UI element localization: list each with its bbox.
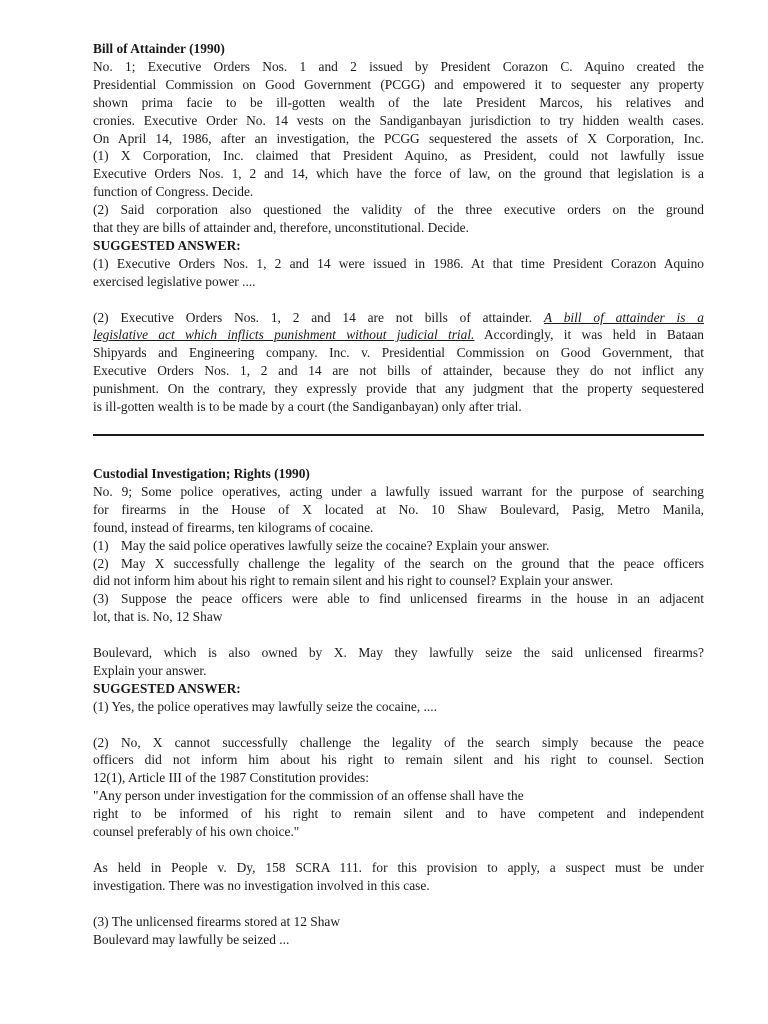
sub-question-number: (2) [93, 555, 109, 571]
question-line: No. 1; Executive Orders Nos. 1 and 2 issued by President Corazon C. Aquino created the [93, 58, 704, 74]
sub-question-number: (3) [93, 591, 109, 607]
quotation-line: right to be informed of his right to remain silent and to have competent and independent [93, 806, 704, 822]
suggested-answer-label: SUGGESTED ANSWER: [93, 237, 241, 253]
sub-question-2 [93, 555, 704, 573]
answer-line: officers did not inform him about his right to remain silent and his right to counsel. Section [93, 752, 704, 768]
answer-line: Boulevard may lawfully be seized ... [93, 931, 290, 947]
answer-text: (2) Executive Orders Nos. 1, 2 and 14 are not bills of attainder. [93, 309, 533, 325]
question-line: Executive Orders Nos. 1, 2 and 14, which have the force of law, on the ground that legislation is a [93, 166, 704, 182]
blank-line [93, 716, 704, 734]
question-line: function of Congress. Decide. [93, 184, 254, 200]
emphasized-definition: A bill of attainder is a [543, 309, 705, 325]
quotation-line: "Any person under investigation for the commission of an offense shall have the [93, 788, 524, 804]
answer-text: No, X cannot successfully challenge the legality of the search simply because the peace [121, 734, 704, 750]
answer-line [93, 326, 704, 344]
answer-number: (2) [93, 734, 109, 750]
sub-question-1 [93, 537, 704, 555]
sub-question-text: May X successfully challenge the legality of the search on the ground that the peace officers [121, 555, 704, 571]
answer-line [93, 734, 704, 752]
answer-line: investigation. There was no investigation involved in this case. [93, 877, 430, 893]
question-line: cronies. Executive Order No. 14 vests on the Sandiganbayan jurisdiction to try hidden wealth cases. [93, 112, 704, 128]
question-line: (2) Said corporation also questioned the validity of the three executive orders on the ground [93, 202, 704, 218]
question-line: found, instead of firearms, ten kilograms of cocaine. [93, 519, 374, 535]
blank-line [93, 841, 704, 859]
section-title-bill-of-attainder: Bill of Attainder (1990) [93, 41, 225, 56]
question-line: shown prima facie to be ill-gotten wealth of the late President Marcos, his relatives and [93, 94, 704, 110]
answer-line: (3) The unlicensed firearms stored at 12 Shaw [93, 913, 341, 929]
blank-line [93, 626, 704, 644]
question-line: for firearms in the House of X located at No. 10 Shaw Boulevard, Pasig, Metro Manila, [93, 501, 704, 517]
sub-question-number: (1) [93, 537, 109, 553]
section-title-custodial-investigation: Custodial Investigation; Rights (1990) [93, 466, 310, 482]
question-line: (1) X Corporation, Inc. claimed that President Aquino, as President, could not lawfully issue [93, 148, 704, 164]
answer-text: Accordingly, it was held in Bataan [474, 327, 705, 343]
question-line: lot, that is. No, 12 Shaw [93, 609, 223, 625]
answer-line [93, 309, 704, 327]
question-line: Presidential Commission on Good Government (PCGG) and empowered it to sequester any property [93, 76, 704, 92]
answer-line: 12(1), Article III of the 1987 Constitution provides: [93, 770, 369, 786]
spacer [93, 436, 704, 465]
answer-line: exercised legislative power .... [93, 273, 256, 289]
question-line: did not inform him about his right to remain silent and his right to counsel? Explain your answer. [93, 573, 613, 589]
suggested-answer-label: SUGGESTED ANSWER: [93, 680, 241, 696]
quotation-line: counsel preferably of his own choice." [93, 824, 300, 840]
answer-line: (1) Executive Orders Nos. 1, 2 and 14 were issued in 1986. At that time President Corazon Aquino [93, 255, 704, 271]
sub-question-3 [93, 590, 704, 608]
question-line: No. 9; Some police operatives, acting under a lawfully issued warrant for the purpose of searching [93, 483, 704, 499]
sub-question-text: Suppose the peace officers were able to find unlicensed firearms in the house in an adjacent [121, 591, 704, 607]
question-line: On April 14, 1986, after an investigation, the PCGG sequestered the assets of X Corporation, Inc. [93, 130, 704, 146]
answer-line: punishment. On the contrary, they expressly provide that any judgment that the property sequestered [93, 381, 704, 397]
sub-question-text: May the said police operatives lawfully seize the cocaine? Explain your answer. [121, 537, 550, 553]
question-line: Explain your answer. [93, 662, 207, 678]
blank-line [93, 291, 704, 309]
answer-line: Executive Orders Nos. 1, 2 and 14 are not bills of attainder, because they do not inflict any [93, 363, 704, 379]
answer-line: As held in People v. Dy, 158 SCRA 111. for this provision to apply, a suspect must be under [93, 859, 704, 875]
answer-line: (1) Yes, the police operatives may lawfully seize the cocaine, .... [93, 698, 437, 714]
answer-line: is ill-gotten wealth is to be made by a court (the Sandiganbayan) only after trial. [93, 399, 522, 415]
blank-line [93, 895, 704, 913]
answer-line: Shipyards and Engineering company. Inc. v. Presidential Commission on Good Government, that [93, 345, 704, 361]
question-line: Boulevard, which is also owned by X. May they lawfully seize the said unlicensed firearms? [93, 645, 704, 661]
emphasized-definition: legislative act which inflicts punishment without judicial trial. [93, 327, 475, 343]
question-line: that they are bills of attainder and, therefore, unconstitutional. Decide. [93, 220, 469, 236]
